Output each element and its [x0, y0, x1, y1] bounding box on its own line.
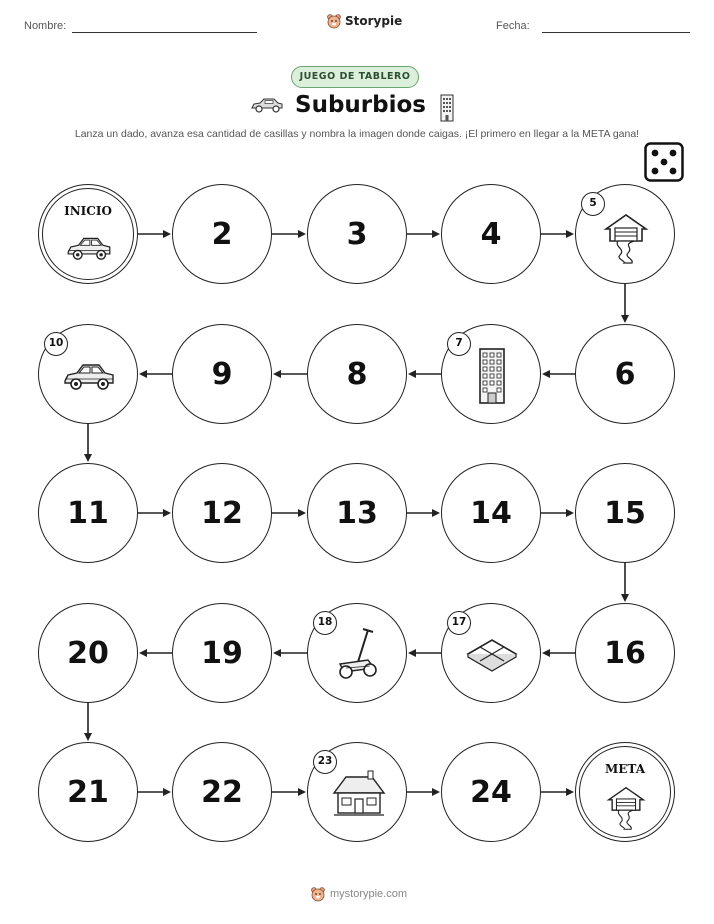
board-space-22 — [172, 742, 272, 842]
path-arrow — [407, 788, 440, 796]
space-number-tag: 5 — [581, 192, 605, 216]
board-space-8 — [307, 324, 407, 424]
path-arrow — [272, 788, 306, 796]
name-label: Nombre: — [24, 20, 67, 32]
garage-icon — [596, 205, 656, 265]
space-number: 8 — [346, 356, 368, 392]
path-arrow — [272, 230, 306, 238]
instructions: Lanza un dado, avanza esa cantidad de casillas y nombra la imagen donde caigas. ¡El primero en llegar a la META gana! — [74, 128, 640, 140]
space-number: 12 — [201, 495, 243, 531]
finish-label: META — [604, 762, 645, 776]
board-space-1 — [38, 184, 138, 284]
board-space-4 — [441, 184, 541, 284]
board-space-24 — [441, 742, 541, 842]
space-number: 22 — [201, 774, 243, 810]
path-arrow — [407, 230, 440, 238]
path-arrow — [138, 788, 171, 796]
space-number: 19 — [201, 635, 243, 671]
board-space-21 — [38, 742, 138, 842]
path-arrow — [541, 788, 574, 796]
board-space-11 — [38, 463, 138, 563]
space-number: 14 — [470, 495, 512, 531]
board-space-15 — [575, 463, 675, 563]
board-space-25 — [575, 742, 675, 842]
bear-mascot-icon — [310, 886, 326, 902]
space-number-tag: 7 — [447, 332, 471, 356]
path-arrow — [138, 230, 171, 238]
board-space-10 — [38, 324, 138, 424]
space-number: 15 — [604, 495, 646, 531]
path-arrow — [621, 563, 629, 602]
board-space-23 — [307, 742, 407, 842]
board-space-12 — [172, 463, 272, 563]
date-label: Fecha: — [496, 20, 530, 32]
board-space-18 — [307, 603, 407, 703]
space-number: 3 — [346, 216, 368, 252]
footer-url: mystorypie.com — [330, 888, 408, 900]
board-space-3 — [307, 184, 407, 284]
space-number-tag: 18 — [313, 611, 337, 635]
footer — [310, 886, 407, 902]
space-number: 6 — [614, 356, 636, 392]
space-number-tag: 23 — [313, 750, 337, 774]
game-type-badge: JUEGO DE TABLERO — [291, 66, 419, 88]
board-space-7 — [441, 324, 541, 424]
board-space-16 — [575, 603, 675, 703]
board-space-19 — [172, 603, 272, 703]
board-space-14 — [441, 463, 541, 563]
board-space-13 — [307, 463, 407, 563]
path-arrow — [408, 370, 441, 378]
path-arrow — [139, 370, 172, 378]
path-arrow — [541, 509, 574, 517]
tile-paving-icon — [462, 624, 522, 684]
path-arrow — [139, 649, 172, 657]
car-icon — [59, 345, 119, 405]
space-number: 9 — [211, 356, 233, 392]
path-arrow — [408, 649, 441, 657]
space-number: 4 — [480, 216, 502, 252]
board-space-2 — [172, 184, 272, 284]
start-label: INICIO — [64, 204, 112, 218]
garage-icon — [600, 779, 652, 821]
path-arrow — [84, 703, 92, 741]
path-arrow — [541, 230, 574, 238]
path-arrow — [138, 509, 171, 517]
board-space-9 — [172, 324, 272, 424]
path-arrow — [84, 424, 92, 462]
board-space-17 — [441, 603, 541, 703]
lawn-mower-icon — [328, 624, 388, 684]
space-number-tag: 10 — [44, 332, 68, 356]
board-space-5 — [575, 184, 675, 284]
brand-name: Storypie — [345, 14, 403, 28]
space-number: 16 — [604, 635, 646, 671]
space-number-tag: 17 — [447, 611, 471, 635]
house-icon — [328, 763, 388, 823]
path-arrow — [621, 284, 629, 323]
car-icon — [63, 221, 115, 263]
path-arrow — [542, 370, 575, 378]
space-number: 13 — [336, 495, 378, 531]
building-icon — [462, 345, 522, 405]
path-arrow — [273, 370, 307, 378]
board-space-20 — [38, 603, 138, 703]
space-number: 24 — [470, 774, 512, 810]
board-space-6 — [575, 324, 675, 424]
space-number: 2 — [211, 216, 233, 252]
path-arrow — [542, 649, 575, 657]
space-number: 11 — [67, 495, 109, 531]
path-arrow — [407, 509, 440, 517]
page-title: Suburbios — [295, 92, 426, 118]
path-arrow — [272, 509, 306, 517]
path-arrow — [273, 649, 307, 657]
space-number: 21 — [67, 774, 109, 810]
space-number: 20 — [67, 635, 109, 671]
